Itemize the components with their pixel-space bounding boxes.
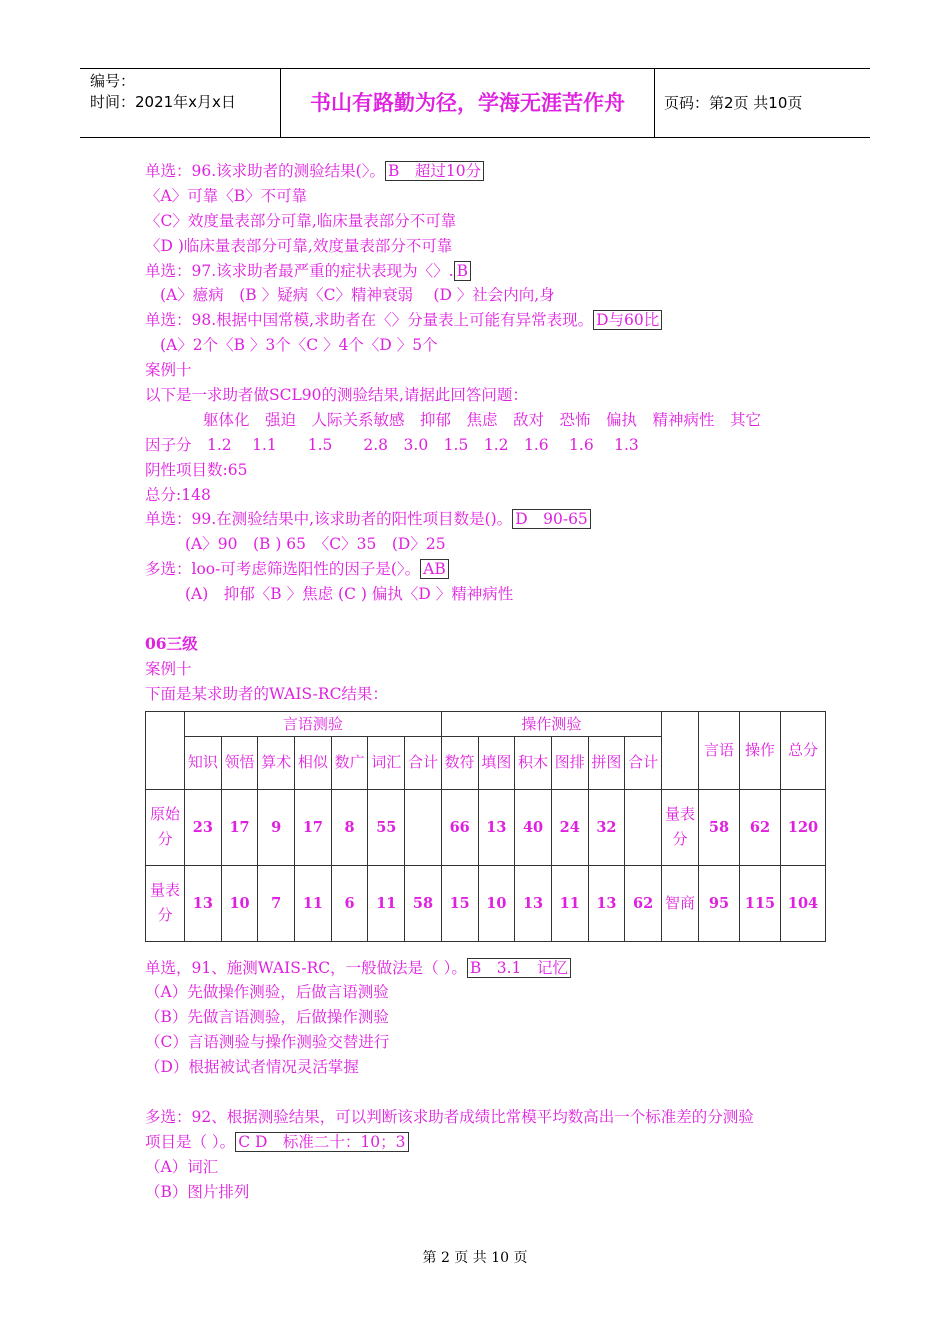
subtest-header: 领悟 (221, 736, 258, 789)
case-intro: 下面是某求助者的WAIS-RC结果： (145, 684, 388, 703)
subtest-header: 拼图 (588, 736, 625, 789)
table-cell (625, 789, 662, 865)
table-row (146, 865, 826, 941)
factor-names: 躯体化 强迫 人际关系敏感 抑郁 焦虑 敌对 恐怖 偏执 精神病性 其它 (203, 410, 762, 429)
option-line: （A）词汇 (145, 1157, 219, 1176)
question-92-cont: 项目是（ ）。 C D 标准二十：10；3 (145, 1130, 835, 1155)
factor-scores: 因子分 1.2 1.1 1.5 2.8 3.0 1.5 1.2 1.6 1.6 1.3 (145, 435, 639, 454)
header-motto: 书山有路勤为径，学海无涯苦作舟 (310, 91, 625, 115)
option-line: （C）言语测验与操作测验交替进行 (145, 1033, 390, 1052)
option-line: （A）先做操作测验，后做言语测验 (145, 983, 389, 1002)
table-cell: 58 (699, 789, 740, 865)
subtest-header: 数广 (331, 736, 368, 789)
sum-col-header: 言语 (699, 711, 740, 789)
table-cell: 24 (551, 789, 588, 865)
question-91: 单选，91、施测WAIS-RC，一般做法是（ ）。 B 3.1 记忆 (145, 956, 835, 981)
table-cell: 6 (331, 865, 368, 941)
option-line: 〈D )临床量表部分可靠,效度量表部分不可靠 (145, 236, 453, 255)
table-cell: 13 (588, 865, 625, 941)
answer-box: D与60比 (593, 310, 662, 330)
total-score: 总分:148 (145, 485, 211, 504)
table-cell: 8 (331, 789, 368, 865)
question-97: 单选：97.该求助者最严重的症状表现为〈〉. B (145, 259, 835, 284)
option-line: (A〉90 (B ) 65 〈C〉35 (D〉25 (185, 535, 446, 554)
table-cell: 11 (295, 865, 332, 941)
wais-rc-table (145, 711, 826, 942)
row-label: 原始分 (146, 789, 185, 865)
option-line: (A〉2个〈B 〉3个〈C 〉4个〈D 〉5个 (160, 336, 438, 355)
table-cell: 9 (258, 789, 295, 865)
answer-box: B 超过10分 (385, 161, 484, 181)
question-99: 单选：99.在测验结果中,该求助者的阳性项目数是()。 D 90-65 (145, 507, 835, 532)
option-line: 〈A〉可靠〈B〉不可靠 (145, 186, 308, 205)
sum-col-header: 操作 (740, 711, 781, 789)
negative-items: 阴性项目数:65 (145, 460, 248, 479)
table-cell: 104 (781, 865, 826, 941)
table-cell: 115 (740, 865, 781, 941)
table-row (146, 789, 826, 865)
subtest-header: 填图 (478, 736, 515, 789)
table-cell: 62 (740, 789, 781, 865)
subtest-header: 合计 (625, 736, 662, 789)
case-intro: 以下是一求助者做SCL90的测验结果,请据此回答问题： (145, 386, 528, 405)
question-100: 多选：loo-可考虑筛选阳性的因子是(〉。 AB (145, 557, 835, 582)
table-cell: 58 (405, 865, 442, 941)
option-line: (A) 抑郁〈B 〉焦虑 (C ) 偏执〈D 〉精神病性 (185, 585, 514, 604)
subtest-header: 相似 (295, 736, 332, 789)
answer-box: B (454, 261, 471, 281)
case-title: 案例十 (145, 659, 192, 678)
option-line: （D）根据被试者情况灵活掌握 (145, 1058, 359, 1077)
table-cell: 10 (221, 865, 258, 941)
option-line: （B）图片排列 (145, 1182, 250, 1201)
table-cell: 13 (515, 865, 552, 941)
page-footer: 第 2 页 共 10 页 (422, 1250, 528, 1266)
code-label: 编号： (90, 72, 136, 90)
table-cell: 11 (368, 865, 405, 941)
table-cell: 13 (185, 865, 222, 941)
row-mid-label: 智商 (662, 865, 699, 941)
row-label: 量表分 (146, 865, 185, 941)
question-92: 多选：92、根据测验结果，可以判断该求助者成绩比常模平均数高出一个标准差的分测验 (145, 1107, 754, 1126)
subtest-header: 数符 (441, 736, 478, 789)
table-cell: 10 (478, 865, 515, 941)
answer-box: B 3.1 记忆 (467, 958, 571, 978)
table-cell: 62 (625, 865, 662, 941)
table-cell: 15 (441, 865, 478, 941)
header-page-label: 页码：第2页 共10页 (664, 94, 803, 112)
table-cell: 13 (478, 789, 515, 865)
subtest-header: 图排 (551, 736, 588, 789)
header-info (90, 71, 280, 113)
subtest-header: 词汇 (368, 736, 405, 789)
table-cell: 40 (515, 789, 552, 865)
table-cell: 120 (781, 789, 826, 865)
page-header (80, 68, 870, 138)
document-body (145, 159, 835, 1205)
table-cell: 95 (699, 865, 740, 941)
subtest-header: 积木 (515, 736, 552, 789)
table-cell: 23 (185, 789, 222, 865)
option-line: （B）先做言语测验，后做操作测验 (145, 1008, 389, 1027)
section-title: 06三级 (145, 633, 198, 653)
table-cell: 66 (441, 789, 478, 865)
table-cell: 11 (551, 865, 588, 941)
table-cell: 7 (258, 865, 295, 941)
verbal-group-header: 言语测验 (185, 711, 442, 736)
case-title: 案例十 (145, 361, 192, 380)
performance-group-header: 操作测验 (441, 711, 661, 736)
header-divider (654, 69, 655, 137)
answer-box: AB (420, 559, 449, 579)
time-label: 时间：2021年x月x日 (90, 93, 236, 111)
table-cell (405, 789, 442, 865)
answer-box: D 90-65 (512, 509, 591, 529)
question-96: 单选：96.该求助者的测验结果(〉。 B 超过10分 (145, 159, 835, 184)
subtest-header: 合计 (405, 736, 442, 789)
subtest-header: 算术 (258, 736, 295, 789)
table-cell: 17 (221, 789, 258, 865)
answer-box: C D 标准二十：10；3 (235, 1132, 408, 1152)
row-mid-label: 量表分 (662, 789, 699, 865)
table-cell: 17 (295, 789, 332, 865)
subtest-header: 知识 (185, 736, 222, 789)
sum-col-header: 总分 (781, 711, 826, 789)
question-98: 单选：98.根据中国常模,求助者在〈〉分量表上可能有异常表现。 D与60比 (145, 308, 835, 333)
table-cell: 32 (588, 789, 625, 865)
table-cell: 55 (368, 789, 405, 865)
option-line: (A〉癔病 (B 〉疑病〈C〉精神衰弱 (D 〉社会内向,身 (160, 286, 555, 305)
option-line: 〈C〉效度量表部分可靠,临床量表部分不可靠 (145, 211, 457, 230)
